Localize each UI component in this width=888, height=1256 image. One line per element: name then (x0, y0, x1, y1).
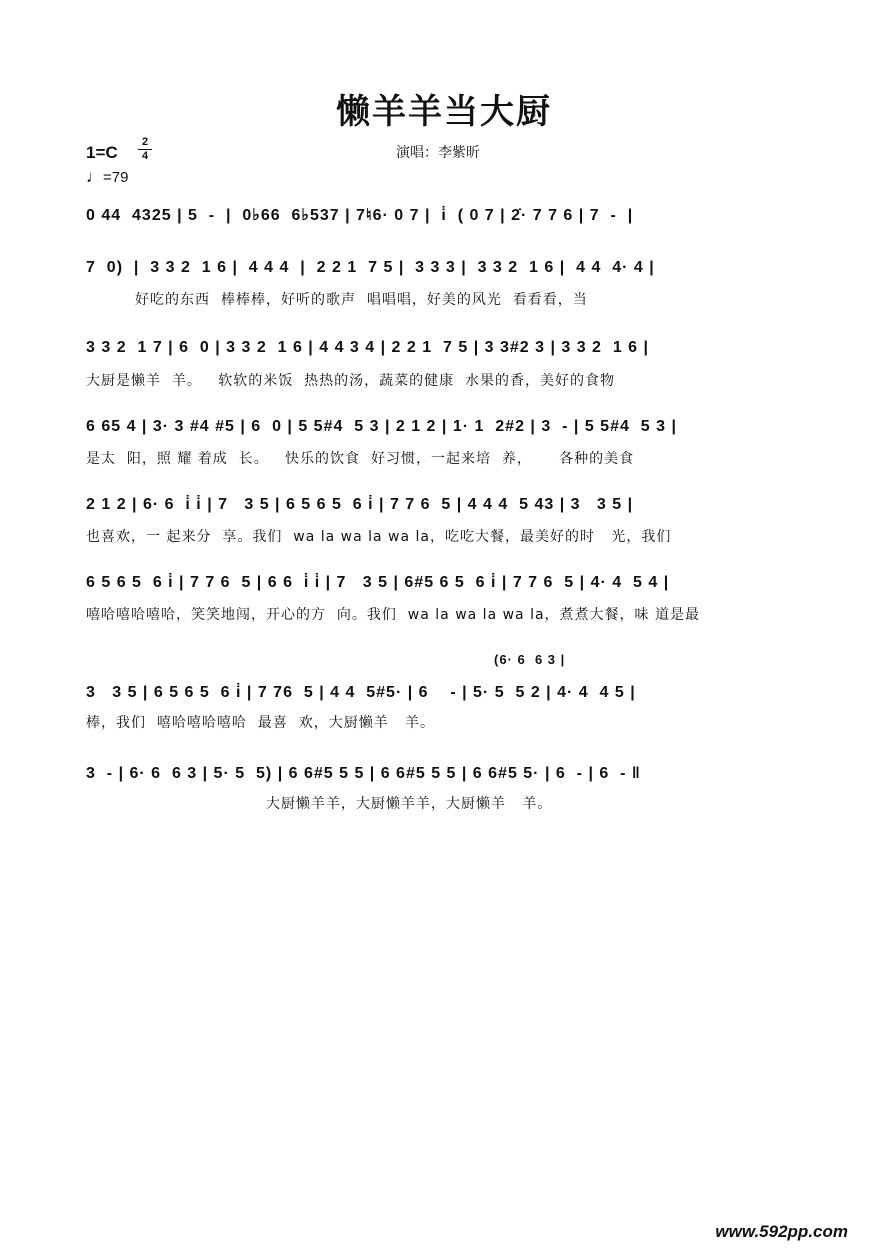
time-signature-top: 2 (141, 136, 149, 148)
time-signature (138, 137, 152, 162)
quarter-note-icon: ♩ (86, 167, 103, 186)
tempo-value: =79 (103, 169, 129, 186)
lyrics-row: 嘻哈嘻哈嘻哈，笑笑地闯，开心的方 向。我们 wa la wa la wa la，煮煮大餐，味 道是最 (86, 607, 700, 623)
lyrics-row: 是太 阳，照 耀 着成 长。 快乐的饮食 好习惯，一起来培 养， 各种的美食 (86, 451, 635, 467)
notation-row: 3 - | 6· 6 6 3 | 5· 5 5) | 6 6#5 5 5 | 6 6#5 5 5 | 6 6#5 5· | 6 - | 6 - ‖ (86, 765, 641, 782)
page-title: 懒羊羊当大厨 (336, 92, 552, 132)
tempo-marking (86, 167, 128, 187)
site-watermark: www.592pp.com (715, 1222, 848, 1241)
lyrics-row: 大厨懒羊羊，大厨懒羊羊，大厨懒羊 羊。 (86, 796, 553, 812)
notation-row: 2 1 2 | 6· 6 i̇ i̇ | 7 3 5 | 6 5 6 5 6 i̇ | 7 7 6 5 | 4 4 4 5 43 | 3 3 5 | (86, 496, 634, 513)
lyrics-row: 大厨是懒羊 羊。 软软的米饭 热热的汤，蔬菜的健康 水果的香，美好的食物 (86, 373, 616, 389)
singer-credit: 演唱：李紫昕 (396, 145, 480, 161)
notation-row: 0 44 4325 | 5 - | 0♭66 6♭537 | 7♮6· 0 7 | i̇ ( 0 7 | 2̇· 7 7 6 | 7 - | (86, 207, 634, 224)
notation-row: 7 0) | 3 3 2 1 6 | 4 4 4 | 2 2 1 7 5 | 3 3 3 | 3 3 2 1 6 | 4 4 4· 4 | (86, 259, 655, 276)
lyrics-row: 棒，我们 嘻哈嘻哈嘻哈 最喜 欢，大厨懒羊 羊。 (86, 715, 436, 731)
time-signature-bottom: 4 (141, 150, 149, 162)
notation-row: 6 65 4 | 3· 3 #4 #5 | 6 0 | 5 5#4 5 3 | 2 1 2 | 1· 1 2#2 | 3 - | 5 5#4 5 3 | (86, 418, 677, 435)
ossia-row: (6· 6 6 3 | (494, 652, 566, 667)
lyrics-row: 好吃的东西 棒棒棒，好听的歌声 唱唱唱，好美的风光 看看看，当 (86, 292, 588, 308)
lyrics-row: 也喜欢，一 起来分 享。我们 wa la wa la wa la，吃吃大餐，最美好的时 光，我们 (86, 529, 672, 545)
notation-row: 3 3 2 1 7 | 6 0 | 3 3 2 1 6 | 4 4 3 4 | 2 2 1 7 5 | 3 3#2 3 | 3 3 2 1 6 | (86, 339, 649, 356)
key-signature: 1=C (86, 143, 118, 162)
notation-row: 3 3 5 | 6 5 6 5 6 i̇ | 7 76 5 | 4 4 5#5· | 6 - | 5· 5 5 2 | 4· 4 4 5 | (86, 684, 636, 701)
notation-row: 6 5 6 5 6 i̇ | 7 7 6 5 | 6 6 i̇ i̇ | 7 3 5 | 6#5 6 5 6 i̇ | 7 7 6 5 | 4· 4 5 4 | (86, 574, 670, 591)
